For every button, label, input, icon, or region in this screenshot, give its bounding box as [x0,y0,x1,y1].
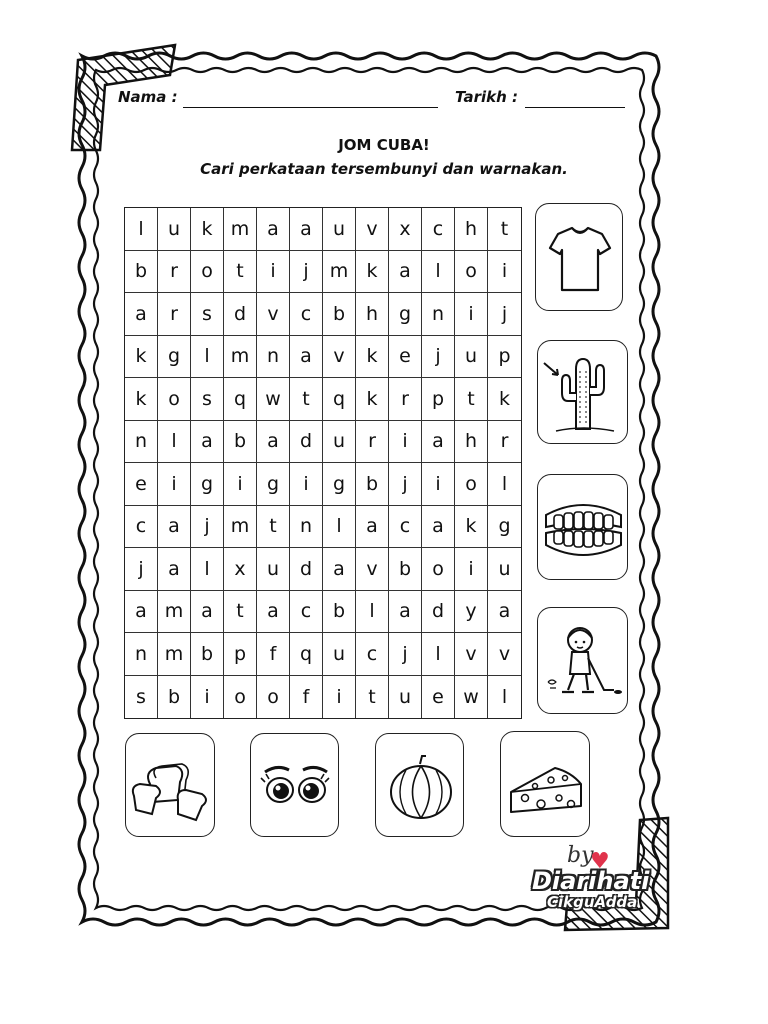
grid-cell[interactable]: i [323,676,356,719]
grid-cell[interactable]: y [455,591,488,634]
grid-cell[interactable]: m [158,591,191,634]
grid-cell[interactable]: q [290,633,323,676]
grid-cell[interactable]: a [356,506,389,549]
grid-cell[interactable]: v [356,548,389,591]
name-field-line[interactable] [183,107,438,108]
grid-cell[interactable]: i [224,463,257,506]
grid-cell[interactable]: u [323,421,356,464]
grid-cell[interactable]: d [290,548,323,591]
grid-cell[interactable]: f [257,633,290,676]
grid-cell[interactable]: i [455,548,488,591]
grid-cell[interactable]: a [257,421,290,464]
grid-cell[interactable]: p [224,633,257,676]
grid-cell[interactable]: j [290,251,323,294]
grid-cell[interactable]: n [125,633,158,676]
grid-cell[interactable]: l [323,506,356,549]
grid-cell[interactable]: s [191,293,224,336]
grid-cell[interactable]: c [290,293,323,336]
grid-cell[interactable]: b [323,591,356,634]
grid-cell[interactable]: n [125,421,158,464]
grid-cell[interactable]: l [191,548,224,591]
grid-cell[interactable]: a [125,293,158,336]
grid-cell[interactable]: i [158,463,191,506]
grid-cell[interactable]: g [191,463,224,506]
grid-cell[interactable]: a [389,591,422,634]
card-cheese [500,731,590,837]
eyes-icon [251,734,340,838]
signature-main: Diarihati [532,867,650,895]
bread-icon [126,734,216,838]
grid-cell[interactable]: g [323,463,356,506]
grid-cell[interactable]: i [257,251,290,294]
grid-cell[interactable]: l [158,421,191,464]
grid-cell[interactable]: k [125,378,158,421]
card-hockey [537,607,628,714]
grid-cell[interactable]: a [323,548,356,591]
grid-cell[interactable]: d [224,293,257,336]
cactus-icon [538,341,629,445]
grid-cell[interactable]: e [422,676,455,719]
grid-cell[interactable]: i [422,463,455,506]
grid-cell[interactable]: j [191,506,224,549]
date-label: Tarikh : [455,88,518,106]
word-search-grid [124,207,522,719]
grid-cell[interactable]: n [290,506,323,549]
date-field-line[interactable] [525,107,625,108]
grid-cell[interactable]: g [158,336,191,379]
grid-cell[interactable]: x [224,548,257,591]
grid-cell[interactable]: f [290,676,323,719]
grid-cell[interactable]: k [488,378,521,421]
grid-cell[interactable]: o [191,251,224,294]
grid-cell[interactable]: r [389,378,422,421]
grid-cell[interactable]: o [257,676,290,719]
worksheet-instruction: Cari perkataan tersembunyi dan warnakan. [200,160,568,178]
grid-cell[interactable]: u [158,208,191,251]
signature-by: by [567,843,594,868]
signature-sub: CikguAdda [547,893,638,911]
grid-cell[interactable]: d [290,421,323,464]
grid-cell[interactable]: k [455,506,488,549]
grid-cell[interactable]: k [356,251,389,294]
grid-cell[interactable]: a [191,421,224,464]
card-bread [125,733,215,837]
grid-cell[interactable]: v [455,633,488,676]
grid-cell[interactable]: k [356,336,389,379]
grid-cell[interactable]: o [224,676,257,719]
grid-cell[interactable]: c [422,208,455,251]
grid-cell[interactable]: c [356,633,389,676]
grid-cell[interactable]: i [488,251,521,294]
header-row [118,88,638,112]
grid-cell[interactable]: b [323,293,356,336]
grid-cell[interactable]: a [488,591,521,634]
grid-cell[interactable]: a [158,506,191,549]
card-shirt [535,203,623,311]
grid-cell[interactable]: u [323,633,356,676]
grid-cell[interactable]: u [389,676,422,719]
grid-cell[interactable]: v [356,208,389,251]
teeth-icon [538,475,629,581]
grid-cell[interactable]: e [125,463,158,506]
grid-cell[interactable]: t [224,251,257,294]
grid-cell[interactable]: b [191,633,224,676]
grid-cell[interactable]: h [455,208,488,251]
grid-cell[interactable]: w [455,676,488,719]
grid-cell[interactable]: q [323,378,356,421]
grid-cell[interactable]: j [422,336,455,379]
grid-cell[interactable]: a [125,591,158,634]
grid-cell[interactable]: k [125,336,158,379]
grid-cell[interactable]: i [455,293,488,336]
grid-cell[interactable]: n [422,293,455,336]
grid-cell[interactable]: j [389,633,422,676]
grid-cell[interactable]: g [389,293,422,336]
grid-cell[interactable]: l [422,251,455,294]
grid-cell[interactable]: v [323,336,356,379]
grid-cell[interactable]: o [455,251,488,294]
grid-cell[interactable]: m [158,633,191,676]
grid-cell[interactable]: b [125,251,158,294]
grid-cell[interactable]: t [488,208,521,251]
card-eyes [250,733,339,837]
grid-cell[interactable]: j [389,463,422,506]
grid-cell[interactable]: d [422,591,455,634]
grid-cell[interactable]: l [488,463,521,506]
grid-cell[interactable]: a [422,421,455,464]
grid-cell[interactable]: i [389,421,422,464]
cheese-icon [501,732,591,838]
grid-cell[interactable]: u [488,548,521,591]
grid-cell[interactable]: k [356,378,389,421]
grid-cell[interactable]: a [257,208,290,251]
grid-cell[interactable]: u [257,548,290,591]
grid-cell[interactable]: o [422,548,455,591]
grid-cell[interactable]: a [158,548,191,591]
grid-cell[interactable]: x [389,208,422,251]
grid-cell[interactable]: h [356,293,389,336]
grid-cell[interactable]: m [224,336,257,379]
worksheet-title: JOM CUBA! [338,136,430,154]
card-cactus [537,340,628,444]
heart-icon: ♥ [590,849,610,874]
grid-cell[interactable]: l [356,591,389,634]
grid-cell[interactable]: t [257,506,290,549]
grid-cell[interactable]: a [290,336,323,379]
grid-cell[interactable]: e [389,336,422,379]
grid-cell[interactable]: c [290,591,323,634]
grid-cell[interactable]: b [389,548,422,591]
grid-cell[interactable]: k [191,208,224,251]
grid-cell[interactable]: r [158,293,191,336]
pumpkin-icon [376,734,465,838]
shirt-icon [536,204,624,312]
grid-cell[interactable]: a [290,208,323,251]
grid-cell[interactable]: b [224,421,257,464]
grid-cell[interactable]: a [257,591,290,634]
grid-cell[interactable]: r [356,421,389,464]
grid-cell[interactable]: h [455,421,488,464]
grid-cell[interactable]: o [158,378,191,421]
grid-cell[interactable]: r [158,251,191,294]
grid-cell[interactable]: i [290,463,323,506]
grid-cell[interactable]: j [125,548,158,591]
grid-cell[interactable]: a [389,251,422,294]
name-label: Nama : [118,88,178,106]
grid-cell[interactable]: s [191,378,224,421]
grid-cell[interactable]: m [323,251,356,294]
grid-cell[interactable]: b [158,676,191,719]
grid-cell[interactable]: u [455,336,488,379]
hockey-boy-icon [538,608,629,715]
grid-cell[interactable]: l [125,208,158,251]
grid-cell[interactable]: j [488,293,521,336]
grid-cell[interactable]: w [257,378,290,421]
card-pumpkin [375,733,464,837]
grid-cell[interactable]: c [389,506,422,549]
grid-cell[interactable]: u [323,208,356,251]
grid-cell[interactable]: t [224,591,257,634]
grid-cell[interactable]: s [125,676,158,719]
grid-cell[interactable]: t [290,378,323,421]
grid-cell[interactable]: p [422,378,455,421]
grid-cell[interactable]: g [257,463,290,506]
grid-cell[interactable]: c [125,506,158,549]
grid-cell[interactable]: r [488,421,521,464]
grid-cell[interactable]: g [488,506,521,549]
grid-cell[interactable]: l [422,633,455,676]
grid-cell[interactable]: t [455,378,488,421]
grid-cell[interactable]: n [257,336,290,379]
grid-cell[interactable]: v [488,633,521,676]
grid-cell[interactable]: m [224,208,257,251]
grid-cell[interactable]: t [356,676,389,719]
grid-cell[interactable]: l [191,336,224,379]
grid-cell[interactable]: i [191,676,224,719]
grid-cell[interactable]: m [224,506,257,549]
card-teeth [537,474,628,580]
grid-cell[interactable]: q [224,378,257,421]
grid-cell[interactable]: o [455,463,488,506]
grid-cell[interactable]: v [257,293,290,336]
grid-cell[interactable]: a [422,506,455,549]
grid-cell[interactable]: l [501,685,508,708]
grid-cell[interactable]: a [191,591,224,634]
grid-cell[interactable]: p [488,336,521,379]
grid-cell[interactable]: b [356,463,389,506]
